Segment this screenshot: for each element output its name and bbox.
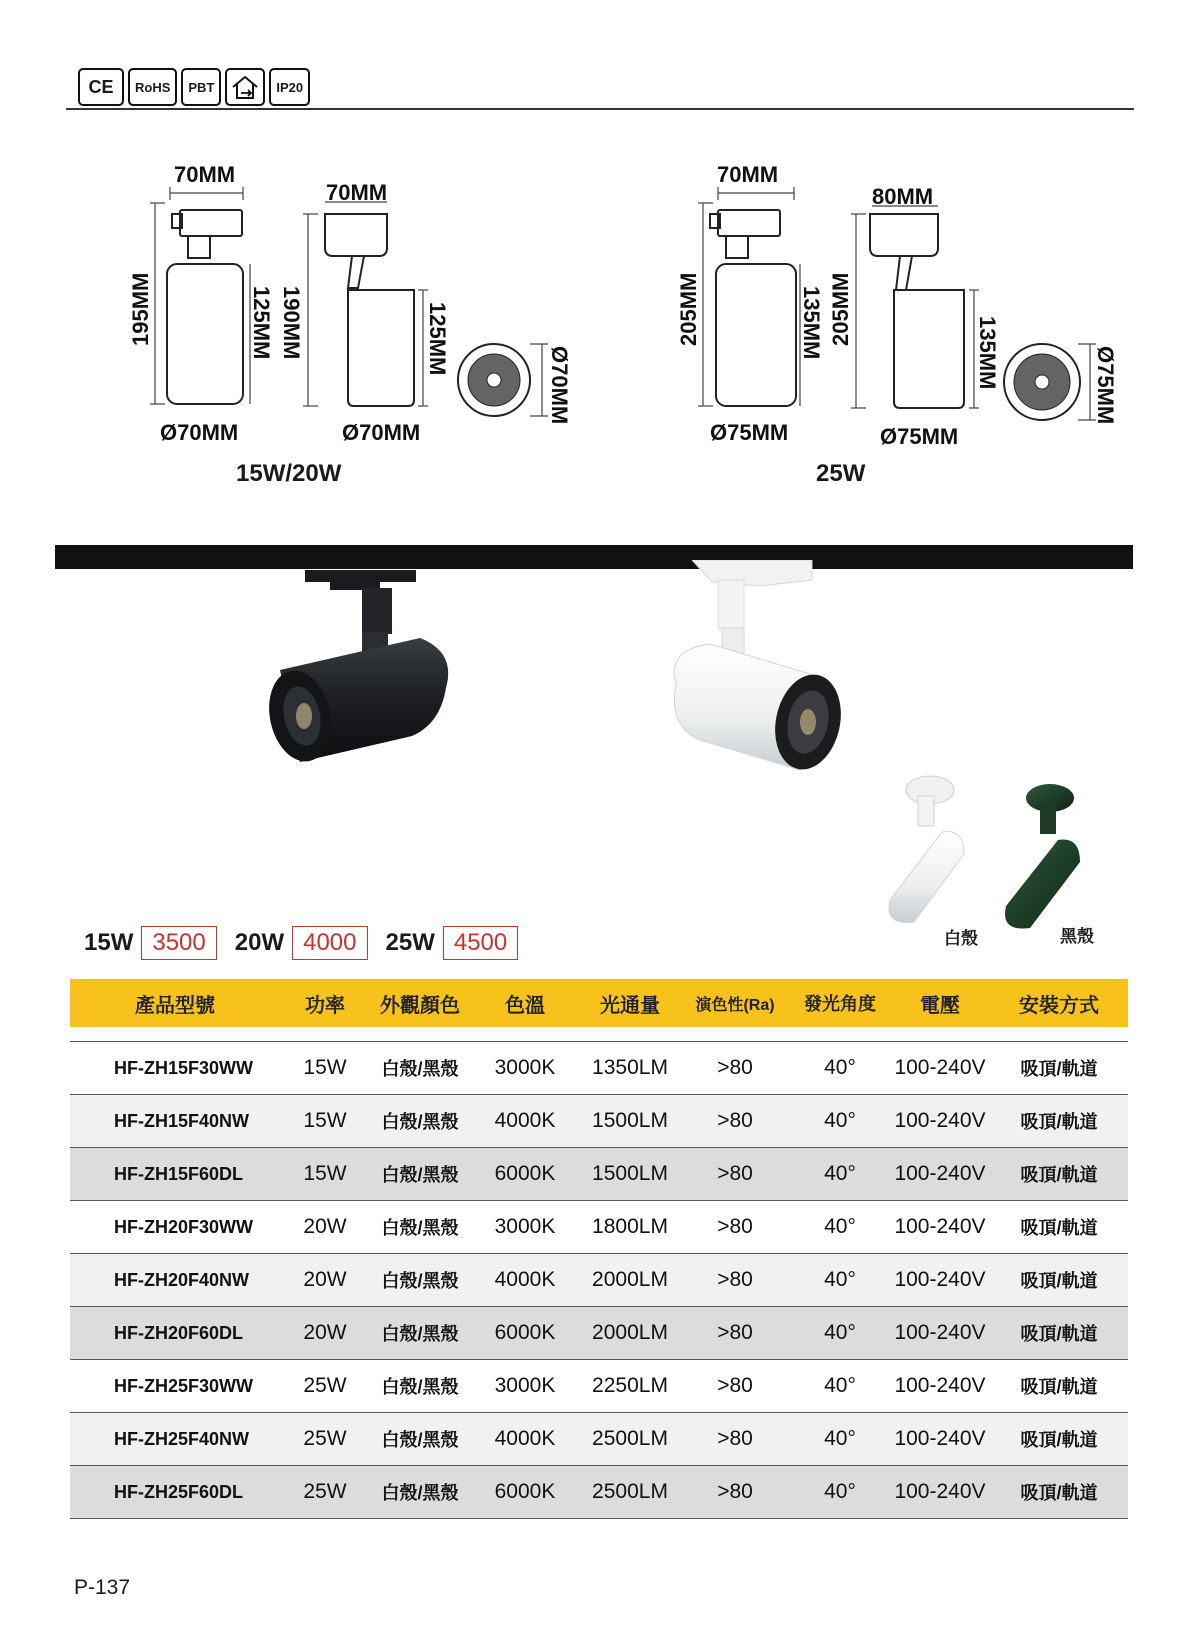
cell-power: 20W [303,1215,347,1238]
cell-cct: 3000K [494,1215,556,1238]
dim-ceiling-body-height: 125MM [425,302,450,376]
cell-cct: 4000K [494,1268,556,1291]
cell-beam-angle: 40° [824,1109,856,1132]
drawing-set-25w [600,0,1200,500]
cell-color: 白殼/黑殼 [381,1483,459,1503]
cell-cct: 6000K [494,1162,556,1185]
cell-beam-angle: 40° [824,1215,856,1238]
cell-lumen: 2250LM [592,1374,668,1397]
black-track-light [261,570,448,767]
cell-color: 白殼/黑殼 [381,1271,459,1291]
cell-install: 吸頂/軌道 [1020,1377,1098,1397]
cell-install: 吸頂/軌道 [1020,1165,1098,1185]
table-row [70,1041,1128,1095]
dim-body-height: 125MM [249,286,274,360]
pbt-badge: PBT [181,68,221,106]
cell-model: HF-ZH25F60DL [114,1481,244,1502]
price-power-25w: 25W [385,929,435,956]
cell-voltage: 100-240V [894,1056,986,1079]
cell-install: 吸頂/軌道 [1020,1324,1098,1344]
cell-cri: >80 [717,1480,753,1503]
cell-color: 白殼/黑殼 [381,1218,459,1238]
cell-cri: >80 [717,1374,753,1397]
cell-voltage: 100-240V [894,1480,986,1503]
cell-color: 白殼/黑殼 [381,1059,459,1079]
cell-power: 20W [303,1321,347,1344]
cell-beam-angle: 40° [824,1480,856,1503]
price-25w: 4500 [443,926,518,960]
cell-install: 吸頂/軌道 [1020,1112,1098,1132]
cell-model: HF-ZH20F40NW [114,1269,250,1290]
cell-beam-angle: 40° [824,1268,856,1291]
black-ceiling-light-thumb [1005,784,1080,929]
dim-ceiling-diameter: Ø70MM [342,420,421,445]
cell-cct: 3000K [494,1056,556,1079]
table-row [70,1095,1128,1148]
table-row [70,1307,1128,1360]
spec-table [70,979,1128,1519]
cell-install: 吸頂/軌道 [1020,1059,1098,1079]
dim-front-diameter: Ø70MM [547,346,572,425]
cell-install: 吸頂/軌道 [1020,1218,1098,1238]
header-model: 產品型號 [135,994,215,1017]
price-power-20w: 20W [234,929,285,956]
cell-power: 25W [303,1480,347,1503]
cell-color: 白殼/黑殼 [381,1165,459,1185]
table-row [70,1360,1128,1413]
dim-track-height: 205MM [676,272,701,346]
cell-model: HF-ZH15F60DL [114,1163,244,1184]
cell-voltage: 100-240V [894,1215,986,1238]
price-power-15w: 15W [84,929,134,956]
cell-power: 15W [303,1162,347,1185]
cell-power: 20W [303,1268,347,1291]
black-shell-label: 黑殼 [1060,927,1094,946]
header-cct: 色溫 [505,994,545,1017]
cell-color: 白殼/黑殼 [381,1112,459,1132]
cell-beam-angle: 40° [824,1427,856,1450]
dim-body-height: 135MM [799,286,824,360]
cell-beam-angle: 40° [824,1162,856,1185]
cell-power: 25W [303,1427,347,1450]
dim-track-height: 195MM [128,272,153,346]
dim-ceiling-width: 80MM [872,184,934,209]
dim-track-width: 70MM [717,162,779,187]
dim-track-width: 70MM [174,162,236,187]
cell-voltage: 100-240V [894,1109,986,1132]
price-20w: 4000 [292,926,367,960]
page-number: P-137 [74,1576,131,1599]
header-beam-angle: 發光角度 [804,994,876,1014]
drawing-label-right: 25W [816,460,866,487]
cell-cri: >80 [717,1268,753,1291]
table-row [70,1201,1128,1254]
cell-lumen: 1500LM [592,1109,668,1132]
cell-cri: >80 [717,1056,753,1079]
cell-lumen: 2500LM [592,1480,668,1503]
white-ceiling-light-thumb [889,776,964,923]
table-row [70,1254,1128,1307]
header-voltage: 電壓 [920,994,960,1017]
cell-voltage: 100-240V [894,1268,986,1291]
cell-model: HF-ZH15F40NW [114,1110,250,1131]
header-power: 功率 [305,994,345,1017]
price-row [84,926,528,960]
cell-beam-angle: 40° [824,1056,856,1079]
cell-voltage: 100-240V [894,1427,986,1450]
cell-lumen: 2000LM [592,1268,668,1291]
header-lumen: 光通量 [600,994,660,1017]
technical-drawing-left [0,0,600,500]
dim-front-diameter: Ø75MM [1093,346,1118,425]
cell-install: 吸頂/軌道 [1020,1430,1098,1450]
cell-cct: 3000K [494,1374,556,1397]
cell-voltage: 100-240V [894,1162,986,1185]
cell-beam-angle: 40° [824,1374,856,1397]
price-15w: 3500 [141,926,216,960]
cell-color: 白殼/黑殼 [381,1324,459,1344]
cell-lumen: 2500LM [592,1427,668,1450]
ce-badge: CE [78,68,124,106]
cell-cct: 4000K [494,1109,556,1132]
cell-install: 吸頂/軌道 [1020,1483,1098,1503]
white-track-light [674,560,849,776]
dim-ceiling-body-height: 135MM [975,316,1000,390]
table-header [70,979,1128,1027]
cell-model: HF-ZH20F60DL [114,1322,244,1343]
cell-power: 25W [303,1374,347,1397]
cell-model: HF-ZH25F40NW [114,1428,250,1449]
cell-voltage: 100-240V [894,1374,986,1397]
product-photos [0,560,1200,960]
rohs-badge: RoHS [128,68,177,106]
dim-ceiling-height: 190MM [279,286,304,360]
header-color: 外觀顏色 [380,994,460,1017]
cell-cri: >80 [717,1427,753,1450]
cell-cri: >80 [717,1109,753,1132]
cell-color: 白殼/黑殼 [381,1377,459,1397]
dim-track-diameter: Ø70MM [160,420,239,445]
drawing-set-15w-20w [0,0,600,500]
cell-install: 吸頂/軌道 [1020,1271,1098,1291]
cell-model: HF-ZH25F30WW [114,1375,253,1396]
drawing-label-left: 15W/20W [236,460,342,487]
cell-model: HF-ZH15F30WW [114,1057,253,1078]
table-row [70,1466,1128,1519]
cell-beam-angle: 40° [824,1321,856,1344]
cell-lumen: 2000LM [592,1321,668,1344]
cell-color: 白殼/黑殼 [381,1430,459,1450]
dim-track-diameter: Ø75MM [710,420,789,445]
dim-ceiling-diameter: Ø75MM [880,424,959,449]
white-shell-label: 白殼 [944,929,978,948]
dim-ceiling-width: 70MM [326,180,388,205]
table-row [70,1148,1128,1201]
cell-cct: 6000K [494,1480,556,1503]
table-row [70,1413,1128,1466]
cell-lumen: 1800LM [592,1215,668,1238]
cell-lumen: 1500LM [592,1162,668,1185]
cell-model: HF-ZH20F30WW [114,1216,253,1237]
ip20-badge: IP20 [269,68,310,106]
header-install: 安裝方式 [1019,994,1099,1017]
cell-cct: 4000K [494,1427,556,1450]
cell-cct: 6000K [494,1321,556,1344]
cell-power: 15W [303,1056,347,1079]
cell-cri: >80 [717,1321,753,1344]
dim-ceiling-height: 205MM [828,272,853,346]
cell-voltage: 100-240V [894,1321,986,1344]
cell-lumen: 1350LM [592,1056,668,1079]
header-cri: 演色性(Ra) [695,996,775,1014]
cell-power: 15W [303,1109,347,1132]
cell-cri: >80 [717,1162,753,1185]
cell-cri: >80 [717,1215,753,1238]
table-body [70,1041,1128,1519]
